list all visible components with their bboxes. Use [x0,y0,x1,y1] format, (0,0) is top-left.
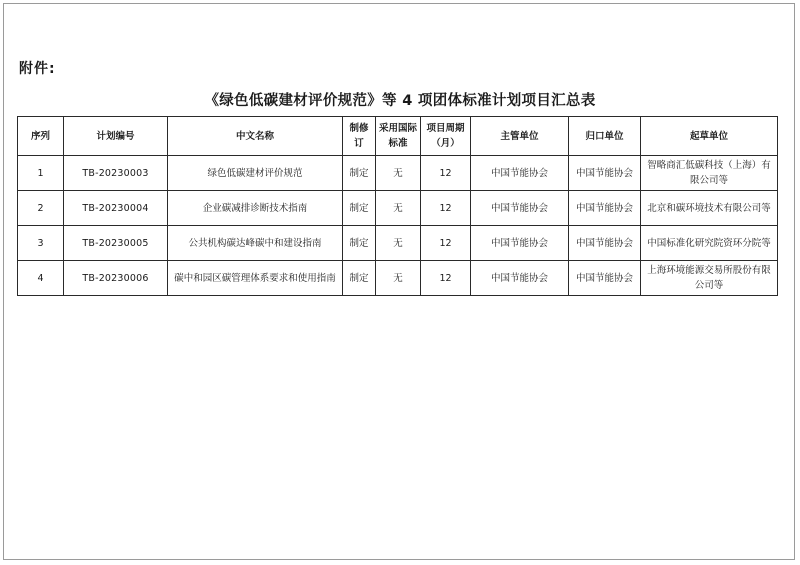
cell-plan-code: TB-20230006 [64,261,168,296]
header-centralized-unit: 归口单位 [569,117,641,156]
header-competent-unit: 主管单位 [471,117,569,156]
table-row [18,156,778,191]
attachment-label: 附件: [19,61,56,77]
cell-drafting-unit: 智略商汇低碳科技（上海）有限公司等 [641,156,778,191]
header-chinese-name: 中文名称 [168,117,343,156]
cell-revision-type: 制定 [343,261,376,296]
cell-chinese-name: 绿色低碳建材评价规范 [168,156,343,191]
cell-revision-type: 制定 [343,226,376,261]
cell-drafting-unit: 北京和碳环境技术有限公司等 [641,191,778,226]
cell-competent-unit: 中国节能协会 [471,156,569,191]
document-title: 《绿色低碳建材评价规范》等 4 项团体标准计划项目汇总表 [204,93,596,109]
cell-index: 1 [18,156,64,191]
cell-intl-standard: 无 [376,156,421,191]
header-plan-code: 计划编号 [64,117,168,156]
header-intl-standard: 采用国际标准 [376,117,421,156]
cell-centralized-unit: 中国节能协会 [569,191,641,226]
cell-drafting-unit: 上海环境能源交易所股份有限公司等 [641,261,778,296]
cell-project-cycle: 12 [421,226,471,261]
cell-revision-type: 制定 [343,156,376,191]
cell-chinese-name: 碳中和园区碳管理体系要求和使用指南 [168,261,343,296]
table-row [18,226,778,261]
cell-plan-code: TB-20230005 [64,226,168,261]
table-row [18,191,778,226]
cell-chinese-name: 企业碳减排诊断技术指南 [168,191,343,226]
cell-index: 4 [18,261,64,296]
cell-intl-standard: 无 [376,226,421,261]
table-row [18,261,778,296]
cell-chinese-name: 公共机构碳达峰碳中和建设指南 [168,226,343,261]
cell-centralized-unit: 中国节能协会 [569,226,641,261]
cell-centralized-unit: 中国节能协会 [569,261,641,296]
cell-intl-standard: 无 [376,261,421,296]
cell-intl-standard: 无 [376,191,421,226]
cell-competent-unit: 中国节能协会 [471,226,569,261]
cell-index: 2 [18,191,64,226]
table-header-row [18,117,778,156]
summary-table [17,116,778,296]
cell-index: 3 [18,226,64,261]
cell-plan-code: TB-20230003 [64,156,168,191]
cell-revision-type: 制定 [343,191,376,226]
cell-competent-unit: 中国节能协会 [471,261,569,296]
cell-project-cycle: 12 [421,191,471,226]
cell-competent-unit: 中国节能协会 [471,191,569,226]
header-project-cycle: 项目周期（月） [421,117,471,156]
cell-centralized-unit: 中国节能协会 [569,156,641,191]
cell-drafting-unit: 中国标准化研究院资环分院等 [641,226,778,261]
header-index: 序列 [18,117,64,156]
header-revision-type: 制修订 [343,117,376,156]
cell-project-cycle: 12 [421,261,471,296]
cell-project-cycle: 12 [421,156,471,191]
header-drafting-unit: 起草单位 [641,117,778,156]
cell-plan-code: TB-20230004 [64,191,168,226]
